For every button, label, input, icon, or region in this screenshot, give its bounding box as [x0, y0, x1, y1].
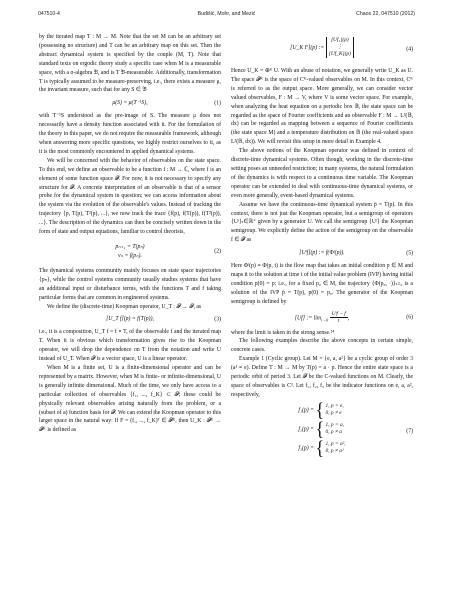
paragraph: When M is a finite set, U is a finite-dimensional operator and can be represented by a matrix. However, when M is finite- or infinite-dimensional, U is generally infinite dimensional. Much of the time, we only have access to a particular collection of observables {f₁, ..., f_K} ⊂ 𝓕; these could be physically relevant observables arising naturally from the problem, or a (subset of a) function basis for 𝓕. We can extend the Koopman operator to this larger space in the natural way: If F = (f₁, ..., f_K)ᵀ ∈ 𝓕ᴷ, then U_K : 𝓕ᴷ → 𝓕ᴷ is defined as	[39, 365, 221, 434]
paragraph: where the limit is taken in the strong sense.²⁴	[231, 329, 335, 336]
equation-number: (4)	[406, 46, 413, 53]
page-id: 047510-4	[38, 11, 60, 17]
paragraph: Here Φᵗ(p) ≡ Φ(p, t) is the flow map that takes an initial condition p ∈ M and maps it to the solution at time t of the initial value problem (IVP) having initial condition p(0) = p; i.e., for a fixed p₀ ∈ M, the trajectory {Φ(p₀, ·)}ₜ≥₀ is a solution of the IVP ṗ = T(p), p(0) = p₀. The generator of the Koopman semigroup is defined by	[231, 263, 413, 305]
equation-number: (2)	[214, 248, 221, 255]
equation-6: [Uf] := $\lim_{t\to 0}$ $\frac{\text{Uᵗf − f}}{t}$ , (6)	[294, 310, 413, 325]
equation-7: f₁(p) = { 1, p = e, 0, p ≠ e f₂(p) = { 1, p = a, 0, p ≠ a f₃(p) = { 1, p = a², 0, p ≠ a² (7)	[298, 398, 413, 459]
equation-5: [Uᵗf](p) := f(Φᵗ(p)). (5)	[299, 250, 413, 257]
paragraph: The following examples describe the above concepts in certain simple, concrete cases.	[231, 338, 413, 354]
equation-3: [U_T f](p) = f(T(p)), (3)	[106, 316, 221, 323]
paragraph: The dynamical systems community mainly focuses on state space trajectories {pₙ}, while the control systems community usually studies systems that have an additional input or disturbance terms, with the functions T and f taking particular forms that are common in engineered systems.	[39, 267, 221, 301]
paragraph: by the iterated map T : M → M. Note that the set M can be an arbitrary set (possessing no structure) and T can be an arbitrary map on this set. Then the abstract dynamical system is specified by the couple (M, T). Note that standard texts on ergodic theory study a specific case when M is a measurable space, with a σ-algebra 𝔅, and is T 𝔅-measurable. Additionally, transformation T is typically assumed to be measure-preserving, i.e., there exists a measure μ, the invariant measure, such that for any S ∈ 𝔅	[39, 34, 221, 94]
paragraph: We will be concerned with the behavior of observables on the state space. To this end, we define an observable to be a function f : M → ℂ, where f is an element of some function space 𝓕. For now, it is not necessary to specify any structure for 𝓕. A concrete interpretation of an observable is that of a sensor probe for the dynamical system in question; we can access information about the system via the evolution of the observable's values. Instead of tracking the trajectory {p, T(p), T²(p), ...}, we now track the trace {f(p), f(T(p)), f(T²(p)), ...}. The description of the dynamics can then be concisely written down in the form of state and output equations, familiar to control theorists,	[39, 157, 221, 236]
paragraph: with T⁻¹S understood as the pre-image of S. The measure μ does not necessarily have a density function associated with it. For the formulation of the theory in this paper, we do not require the measurable framework, although when answering more specific questions, we highly restrict ourselves to it, as it is the most commonly encountered in applied dynamical systems.	[39, 113, 221, 155]
left-column	[39, 33, 221, 578]
column-vector: [Uf₁](p) ⋮ [Uf_K](p)	[326, 37, 354, 58]
right-column	[231, 33, 413, 578]
equation-number: (5)	[406, 250, 413, 257]
equation-number: (6)	[406, 314, 413, 321]
paragraph: The above notions of the Koopman operator was defined in context of discrete-time dynamical systems. Often though, working in the discrete-time setting poses an unneeded restriction; in many systems, the natural formulation of the dynamics is with respect to a continuous time variable. The Koopman operator can be extended to deal with continuous-time dynamical systems, or even more generally, event-based dynamical systems.	[231, 148, 413, 199]
equation-2: pₙ₊₁ = T(pₙ) vₙ = f(pₙ). (2)	[115, 243, 221, 259]
equation-number: (3)	[214, 316, 221, 323]
paragraph: We define the (discrete-time) Koopman operator, U_T : 𝓕 → 𝓕, as	[47, 303, 202, 310]
equation-number: (1)	[214, 100, 221, 107]
equation-4: [U_K F](p) := [Uf₁](p) ⋮ [Uf_K](p) (4)	[290, 37, 413, 57]
equation-1: μ(S) = μ(T⁻¹S), (1)	[112, 100, 221, 107]
journal-ref: Chaos 22, 047510 (2012)	[356, 11, 415, 17]
paragraph: Example 1 (Cyclic group). Let M = {e, a, a²} be a cyclic group of order 3 (a³ ≡ e). Define T : M → M by T(p) = a · p. Hence the entire state space is a periodic orbit of period 3. Let 𝓕 be the C-valued functions on M. Clearly, the space of observables is C³. Let f₁, f₂, f₃ be the indicator functions on e, a, a², respectively,	[231, 356, 413, 398]
running-header	[38, 11, 415, 21]
authors: Budišić, Mohr, and Mezić	[197, 11, 256, 17]
paragraph: Hence U_K = ⊕ᴷ U. With an abuse of notation, we generally write U_K as U. The space 𝓕ᴷ is the space of Cᴷ-valued observables on M. In this context, Cᴷ is referred to as the output space. More generally, we can consider vector valued observables, F : M → V, where V is some vector space. For example, when analyzing the heat equation on a periodic box 𝔹, the state space can be regarded as the space of Fourier coefficients and an observable F : M → L²(𝔹, dx) can be regarded as mapping between a sequence of Fourier coefficients (the state space M) and a temperature distribution on 𝔹 (the real-valued space L²(𝔹, dx)). We will revisit this setup in more detail in Example 4.	[231, 68, 413, 146]
paragraph: Assume we have the continuous-time dynamical system ṗ = T(p). In this context, there is not just the Koopman operator, but a semigroup of operators {Uᵗ}ₜ∈ℝ⁺ given by a generator U. We call the semigroup {Uᵗ} the Koopman semigroup. We explicitly define the action of the semigroup on the observable f ∈ 𝓕 as	[231, 201, 413, 244]
paragraph: i.e., it is a composition, U_T f = f ∘ T, of the observable f and the iterated map T. When it is obvious which transformation gives rise to the Koopman operator, we will drop the dependence on T from the notation and write U instead of U_T. When 𝓕 is a vector space, U is a linear operator.	[39, 329, 221, 363]
equation-number: (7)	[406, 428, 413, 435]
